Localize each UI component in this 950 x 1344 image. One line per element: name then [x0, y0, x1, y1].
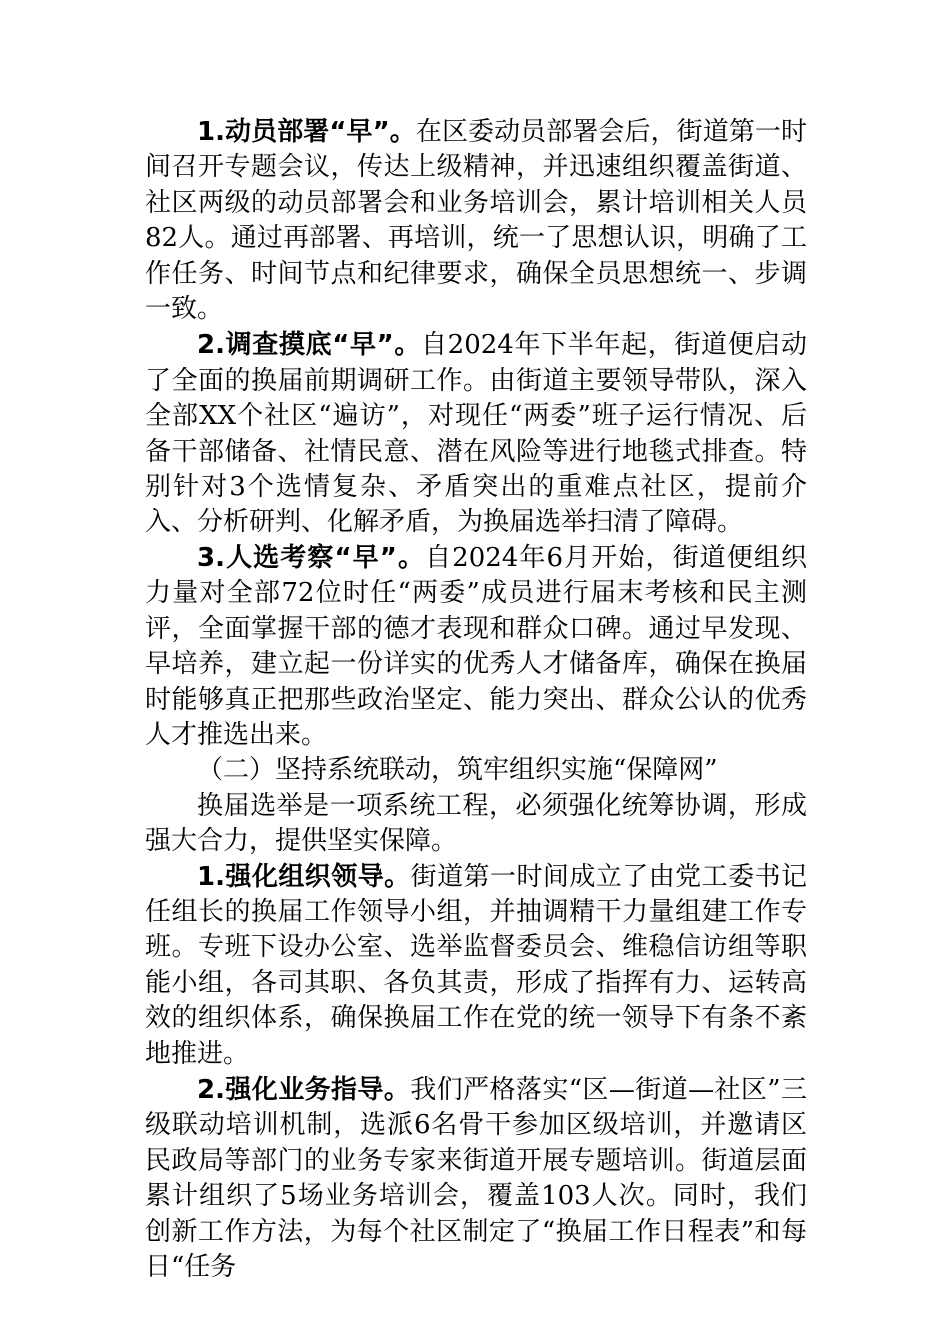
paragraph-mobilization	[145, 115, 807, 327]
paragraph-text: 换届选举是一项系统工程，必须强化统筹协调，形成强大合力，提供坚实保障。	[145, 790, 807, 857]
paragraph-text: 自2024年6月开始，街道便组织力量对全部72位时任“两委”成员进行届末考核和民主测评，全面掌握干部的德才表现和群众口碑。通过早发现、早培养，建立起一份详实的优秀人才储备库，确保在换届时能够真正把那些政治坚定、能力突出、群众公认的优秀人才推选出来。	[145, 542, 807, 750]
paragraph-heading: 2.强化业务指导。	[197, 1074, 411, 1105]
paragraph-heading: 3.人选考察“早”。	[197, 542, 426, 573]
section-title-text: （二）坚持系统联动，筑牢组织实施“保障网”	[197, 755, 718, 786]
section-title	[145, 753, 807, 788]
paragraph-survey	[145, 328, 807, 540]
paragraph-heading: 1.强化组织领导。	[197, 861, 411, 892]
paragraph-text: 街道第一时间成立了由党工委书记任组长的换届工作领导小组，并抽调精干力量组建工作专班。专班下设办公室、选举监督委员会、维稳信访组等职能小组，各司其职、各负其责，形成了指挥有力、运转高效的组织体系，确保换届工作在党的统一领导下有条不紊地推进。	[145, 861, 807, 1069]
paragraph-text: 在区委动员部署会后，街道第一时间召开专题会议，传达上级精神，并迅速组织覆盖街道、社区两级的动员部署会和业务培训会，累计培训相关人员82人。通过再部署、再培训，统一了思想认识，明确了工作任务、时间节点和纪律要求，确保全员思想统一、步调一致。	[145, 117, 807, 325]
document-body	[145, 115, 807, 1285]
paragraph-text: 自2024年下半年起，街道便启动了全面的换届前期调研工作。由街道主要领导带队，深入全部XX个社区“遍访”，对现任“两委”班子运行情况、后备干部储备、社情民意、潜在风险等进行地毯式排查。特别针对3个选情复杂、矛盾突出的重难点社区，提前介入、分析研判、化解矛盾，为换届选举扫清了障碍。	[145, 330, 807, 538]
paragraph-heading: 2.调查摸底“早”。	[197, 330, 422, 361]
paragraph-heading: 1.动员部署“早”。	[197, 117, 416, 147]
paragraph-intro	[145, 789, 807, 860]
paragraph-guidance	[145, 1073, 807, 1285]
paragraph-leadership	[145, 860, 807, 1072]
paragraph-text: 我们严格落实“区—街道—社区”三级联动培训机制，选派6名骨干参加区级培训，并邀请区民政局等部门的业务专家来街道开展专题培训。街道层面累计组织了5场业务培训会，覆盖103人次。同时，我们创新工作方法，为每个社区制定了“换届工作日程表”和每日“任务	[145, 1074, 808, 1282]
paragraph-candidate-review	[145, 541, 807, 753]
